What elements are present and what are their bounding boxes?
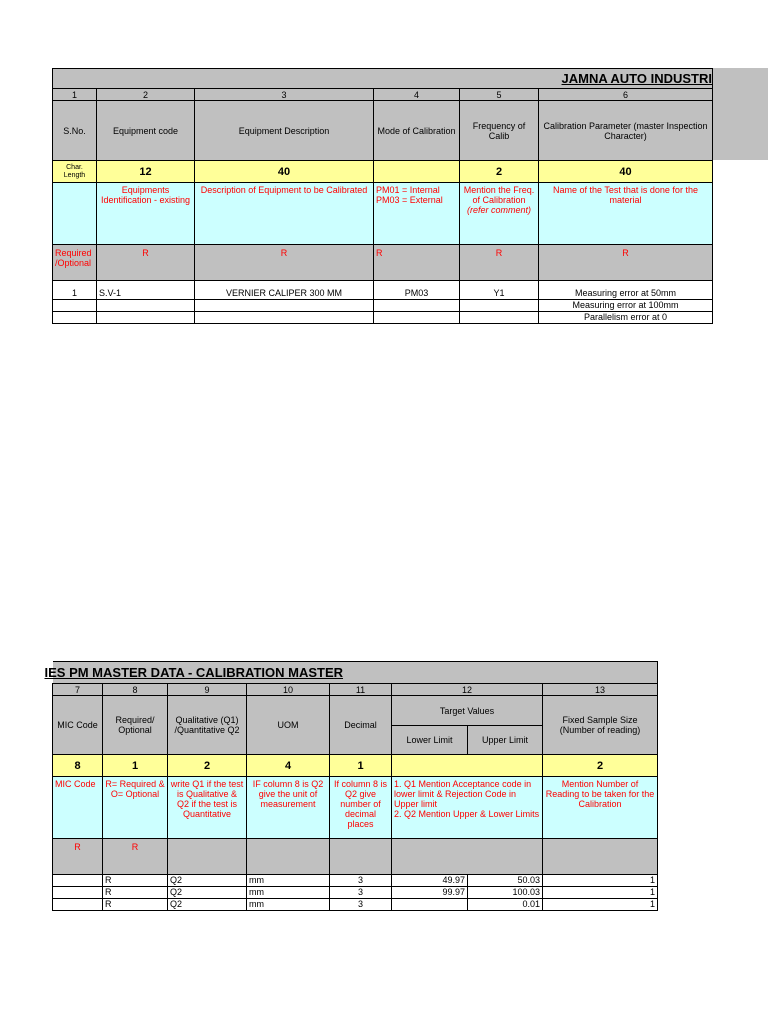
cell-description	[195, 299, 374, 311]
char-length-row	[53, 161, 713, 183]
cell-code: S.V-1	[97, 288, 195, 300]
cell-code	[97, 311, 195, 323]
required-value: R	[53, 839, 103, 875]
header-row	[53, 696, 658, 726]
table-row	[53, 288, 713, 300]
header-equipment-code: Equipment code	[97, 101, 195, 161]
header-equipment-description: Equipment Description	[195, 101, 374, 161]
description-mode: PM01 = Internal PM03 = External	[374, 183, 460, 245]
cell-decimal: 3	[330, 899, 392, 911]
cell-qualitative: Q2	[168, 899, 247, 911]
cell-parameter: Measuring error at 100mm	[539, 299, 713, 311]
description-frequency	[460, 183, 539, 245]
col-number: 8	[103, 684, 168, 696]
cell-upper: 50.03	[468, 875, 543, 887]
cell-frequency	[460, 299, 539, 311]
col-number: 12	[392, 684, 543, 696]
cell-description: VERNIER CALIPER 300 MM	[195, 288, 374, 300]
cell-description	[195, 311, 374, 323]
header-target-values: Target Values	[392, 696, 543, 726]
cell-frequency: Y1	[460, 288, 539, 300]
header-uom: UOM	[247, 696, 330, 755]
equipment-master-table	[52, 68, 713, 324]
table-row	[53, 299, 713, 311]
cell-uom: mm	[247, 899, 330, 911]
cell-mic	[53, 875, 103, 887]
description-uom: IF column 8 is Q2 give the unit of measurement	[247, 777, 330, 839]
header-sample-size: Fixed Sample Size (Number of reading)	[543, 696, 658, 755]
char-length-value: 40	[539, 161, 713, 183]
header-sno: S.No.	[53, 101, 97, 161]
cell-uom: mm	[247, 887, 330, 899]
col-number: 11	[330, 684, 392, 696]
description-required: R= Required & O= Optional	[103, 777, 168, 839]
cell-mode: PM03	[374, 288, 460, 300]
cell-parameter: Parallelism error at 0	[539, 311, 713, 323]
cell-mic	[53, 899, 103, 911]
char-length-value: 1	[103, 755, 168, 777]
col-number: 4	[374, 89, 460, 101]
description-blank	[53, 183, 97, 245]
col-number: 2	[97, 89, 195, 101]
description-equipment-code: Equipments Identification - existing	[97, 183, 195, 245]
required-value: R	[374, 245, 460, 281]
cell-qualitative: Q2	[168, 887, 247, 899]
description-qualitative: write Q1 if the test is Qualitative & Q2 if the test is Quantitative	[168, 777, 247, 839]
description-mic-code: MIC Code	[53, 777, 103, 839]
cell-lower	[392, 899, 468, 911]
col-number: 9	[168, 684, 247, 696]
description-parameter: Name of the Test that is done for the material	[539, 183, 713, 245]
description-frequency-note: (refer comment)	[466, 205, 531, 215]
char-length-value: 2	[460, 161, 539, 183]
spacer-row	[53, 281, 713, 288]
cell-sno: 1	[53, 288, 97, 300]
cell-upper: 0.01	[468, 899, 543, 911]
cell-sample: 1	[543, 875, 658, 887]
table-row	[53, 311, 713, 323]
cell-uom: mm	[247, 875, 330, 887]
col-number: 10	[247, 684, 330, 696]
cell-decimal: 3	[330, 875, 392, 887]
description-sample: Mention Number of Reading to be taken for the Calibration	[543, 777, 658, 839]
col-number: 3	[195, 89, 374, 101]
header-calibration-parameter: Calibration Parameter (master Inspection Character)	[539, 101, 713, 161]
required-row	[53, 245, 713, 281]
header-mode-of-calibration: Mode of Calibration	[374, 101, 460, 161]
cell-decimal: 3	[330, 887, 392, 899]
char-length-value: 2	[168, 755, 247, 777]
column-number-row	[53, 684, 658, 696]
cell-lower: 99.97	[392, 887, 468, 899]
col-number: 1	[53, 89, 97, 101]
char-length-value: 2	[543, 755, 658, 777]
header-mic-code: MIC Code	[53, 696, 103, 755]
description-row	[53, 777, 658, 839]
header-decimal: Decimal	[330, 696, 392, 755]
header-frequency: Frequency of Calib	[460, 101, 539, 161]
sheet-title: IES PM MASTER DATA - CALIBRATION MASTER	[53, 662, 658, 684]
description-equipment-description: Description of Equipment to be Calibrated	[195, 183, 374, 245]
char-length-value: 1	[330, 755, 392, 777]
column-number-row	[53, 89, 713, 101]
required-value: R	[97, 245, 195, 281]
table-row	[53, 875, 658, 887]
cell-code	[97, 299, 195, 311]
cell-lower: 49.97	[392, 875, 468, 887]
col-number: 13	[543, 684, 658, 696]
cell-sno	[53, 311, 97, 323]
cell-upper: 100.03	[468, 887, 543, 899]
char-length-value: 4	[247, 755, 330, 777]
cell-frequency	[460, 311, 539, 323]
cell-qualitative: Q2	[168, 875, 247, 887]
header-upper-limit: Upper Limit	[468, 726, 543, 755]
required-value: R	[460, 245, 539, 281]
cell-mode	[374, 299, 460, 311]
col-number: 5	[460, 89, 539, 101]
description-frequency-text: Mention the Freq. of Calibration	[463, 185, 535, 205]
required-value: R	[103, 839, 168, 875]
header-required-optional: Required/ Optional	[103, 696, 168, 755]
char-length-value	[374, 161, 460, 183]
description-row	[53, 183, 713, 245]
cell-required: R	[103, 875, 168, 887]
required-label: Required /Optional	[53, 245, 97, 281]
char-length-row	[53, 755, 658, 777]
table-row	[53, 899, 658, 911]
cell-mic	[53, 887, 103, 899]
table-row	[53, 887, 658, 899]
char-length-value	[392, 755, 543, 777]
header-qualitative: Qualitative (Q1) /Quantitative Q2	[168, 696, 247, 755]
char-length-value: 8	[53, 755, 103, 777]
col-number: 7	[53, 684, 103, 696]
calibration-master-table	[44, 661, 658, 911]
header-lower-limit: Lower Limit	[392, 726, 468, 755]
cell-sno	[53, 299, 97, 311]
col-number: 6	[539, 89, 713, 101]
char-length-value: 12	[97, 161, 195, 183]
sheet-title: JAMNA AUTO INDUSTRI	[53, 69, 713, 89]
header-row	[53, 101, 713, 161]
cell-parameter: Measuring error at 50mm	[539, 288, 713, 300]
required-value: R	[195, 245, 374, 281]
cell-required: R	[103, 899, 168, 911]
description-decimal: If column 8 is Q2 give number of decimal places	[330, 777, 392, 839]
cell-mode	[374, 311, 460, 323]
cell-sample: 1	[543, 899, 658, 911]
required-value: R	[539, 245, 713, 281]
char-length-label: Char. Length	[53, 161, 97, 183]
sheet-overflow-shade	[712, 68, 768, 160]
char-length-value: 40	[195, 161, 374, 183]
cell-required: R	[103, 887, 168, 899]
required-row	[53, 839, 658, 875]
cell-sample: 1	[543, 887, 658, 899]
description-target: 1. Q1 Mention Acceptance code in lower limit & Rejection Code in Upper limit 2. Q2 Mention Upper & Lower Limits	[392, 777, 543, 839]
